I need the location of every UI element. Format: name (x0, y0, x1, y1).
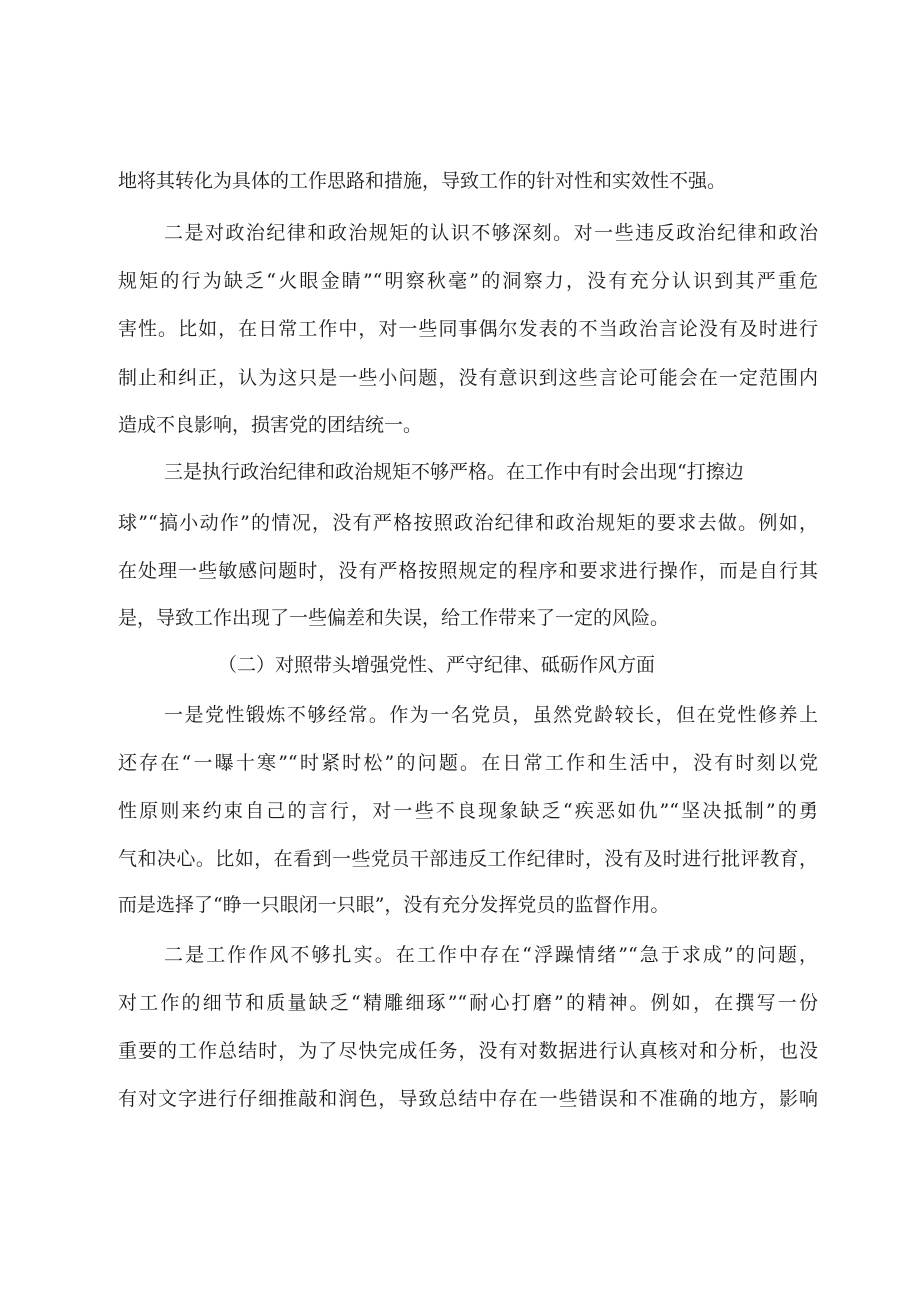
text-line: 而是选择了“睁一只眼闭一只眼”，没有充分发挥党员的监督作用。 (118, 894, 670, 916)
text-line: 害性。比如，在日常工作中，对一些同事偶尔发表的不当政治言论没有及时进行 (118, 318, 818, 340)
text-line: 在处理一些敏感问题时，没有严格按照规定的程序和要求进行操作，而是自行其 (118, 560, 818, 582)
text-line: 制止和纠正，认为这只是一些小问题，没有意识到这些言论可能会在一定范围内 (118, 367, 818, 389)
text-line: 三是执行政治纪律和政治规矩不够严格。在工作中有时会出现“打擦边 (164, 461, 744, 483)
text-line: 性原则来约束自己的言行，对一些不良现象缺乏“疾恶如仇”“坚决抵制”的勇 (118, 800, 818, 822)
text-line: 地将其转化为具体的工作思路和措施，导致工作的针对性和实效性不强。 (118, 170, 727, 192)
text-line: 规矩的行为缺乏“火眼金睛”“明察秋毫”的洞察力，没有充分认识到其严重危 (118, 270, 818, 292)
text-line: 是，导致工作出现了一些偏差和失误，给工作带来了一定的风险。 (118, 607, 670, 629)
text-line: 二是工作作风不够扎实。在工作中存在“浮躁情绪”“急于求成”的问题， (164, 944, 818, 966)
text-line: 球”“搞小动作”的情况，没有严格按照政治纪律和政治规矩的要求去做。例如， (118, 512, 818, 534)
text-line: 气和决心。比如，在看到一些党员干部违反工作纪律时，没有及时进行批评教育， (118, 848, 818, 870)
text-line: 重要的工作总结时，为了尽快完成任务，没有对数据进行认真核对和分析，也没 (118, 1040, 818, 1062)
text-line: 对工作的细节和质量缺乏“精雕细琢”“耐心打磨”的精神。例如，在撰写一份 (118, 992, 818, 1014)
text-line: 有对文字进行仔细推敲和润色，导致总结中存在一些错误和不准确的地方，影响 (118, 1088, 818, 1110)
text-line: 造成不良影响，损害党的团结统一。 (118, 414, 423, 436)
text-line: 一是党性锻炼不够经常。作为一名党员，虽然党龄较长，但在党性修养上 (164, 704, 818, 726)
section-heading: （二）对照带头增强党性、严守纪律、砥砺作风方面 (218, 654, 656, 676)
text-line: 二是对政治纪律和政治规矩的认识不够深刻。对一些违反政治纪律和政治 (164, 222, 818, 244)
text-line: 还存在“一曝十寒”“时紧时松”的问题。在日常工作和生活中，没有时刻以党 (118, 752, 818, 774)
